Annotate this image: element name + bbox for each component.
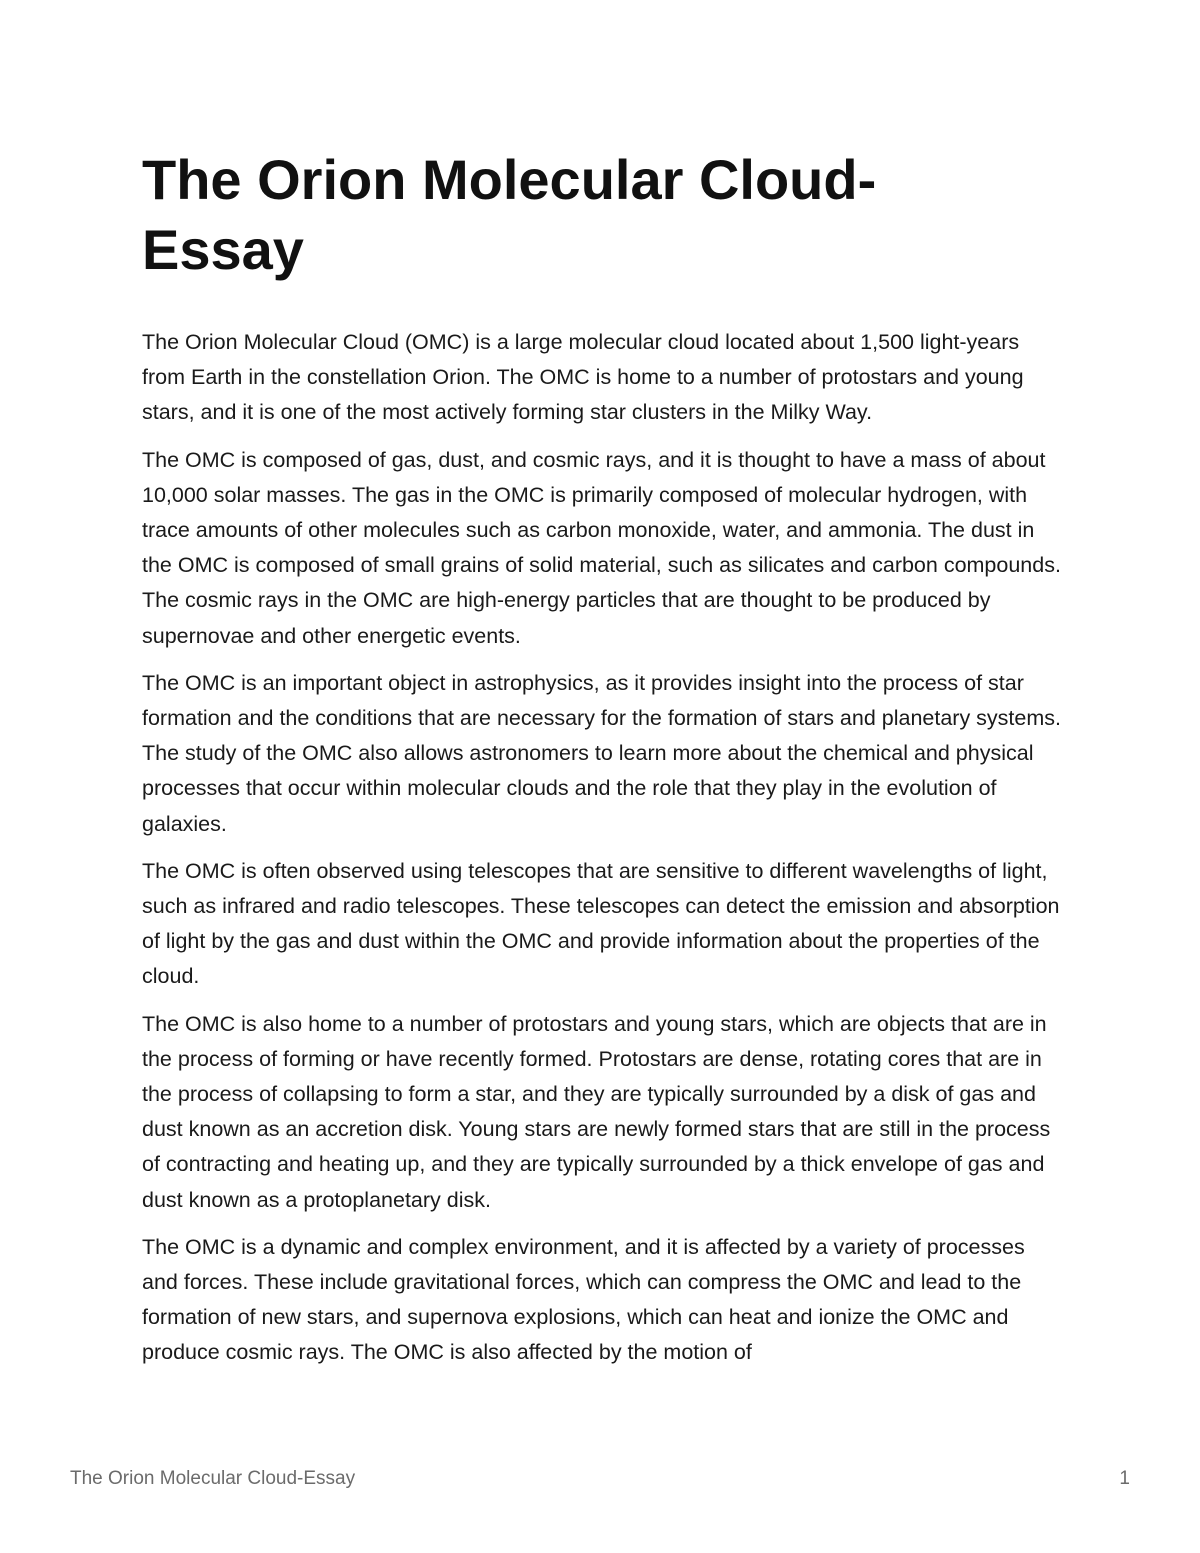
footer-document-title: The Orion Molecular Cloud-Essay [70,1468,356,1489]
paragraph-5: The OMC is also home to a number of protostars and young stars, which are objects that are in the process of forming or have recently formed. Protostars are dense, rotating cores that are in the process of collapsing to form a star, and they are typically surrounded by a disk of gas and dust known as an accretion disk. Young stars are newly formed stars that are still in the process of contracting and heating up, and they are typically surrounded by a thick envelope of gas and dust known as a protoplanetary disk. [142,1011,1051,1212]
page-footer [70,1464,1130,1494]
paragraph-2: The OMC is composed of gas, dust, and cosmic rays, and it is thought to have a mass of about 10,000 solar masses. The gas in the OMC is primarily composed of molecular hydrogen, with trace amounts of other molecules such as carbon monoxide, water, and ammonia. The dust in the OMC is composed of small grains of solid material, such as silicates and carbon compounds. The cosmic rays in the OMC are high-energy particles that are thought to be produced by supernovae and other energetic events. [142,447,1061,648]
document-title [142,145,1062,285]
document-title-line-1: The Orion Molecular Cloud- [142,148,877,211]
paragraph-6: The OMC is a dynamic and complex environment, and it is affected by a variety of processes and forces. These include gravitational forces, which can compress the OMC and lead to the formation of new stars, and supernova explosions, which can heat and ionize the OMC and produce cosmic rays. The OMC is also affected by the motion of [142,1234,1025,1365]
paragraph-3: The OMC is an important object in astrophysics, as it provides insight into the process of star formation and the conditions that are necessary for the formation of stars and planetary systems. The study of the OMC also allows astronomers to learn more about the chemical and physical processes that occur within molecular clouds and the role that they play in the evolution of galaxies. [142,670,1061,836]
page-number: 1 [1119,1468,1130,1489]
paragraph-4: The OMC is often observed using telescopes that are sensitive to different wavelengths of light, such as infrared and radio telescopes. These telescopes can detect the emission and absorption of light by the gas and dust within the OMC and provide information about the properties of the cloud. [142,858,1060,989]
document-title-line-2: Essay [142,218,304,281]
document-body [142,325,1062,1371]
paragraph-1: The Orion Molecular Cloud (OMC) is a large molecular cloud located about 1,500 light-years from Earth in the constellation Orion. The OMC is home to a number of protostars and young stars, and it is one of the most actively forming star clusters in the Milky Way. [142,330,1024,425]
document-content [142,145,1062,1383]
